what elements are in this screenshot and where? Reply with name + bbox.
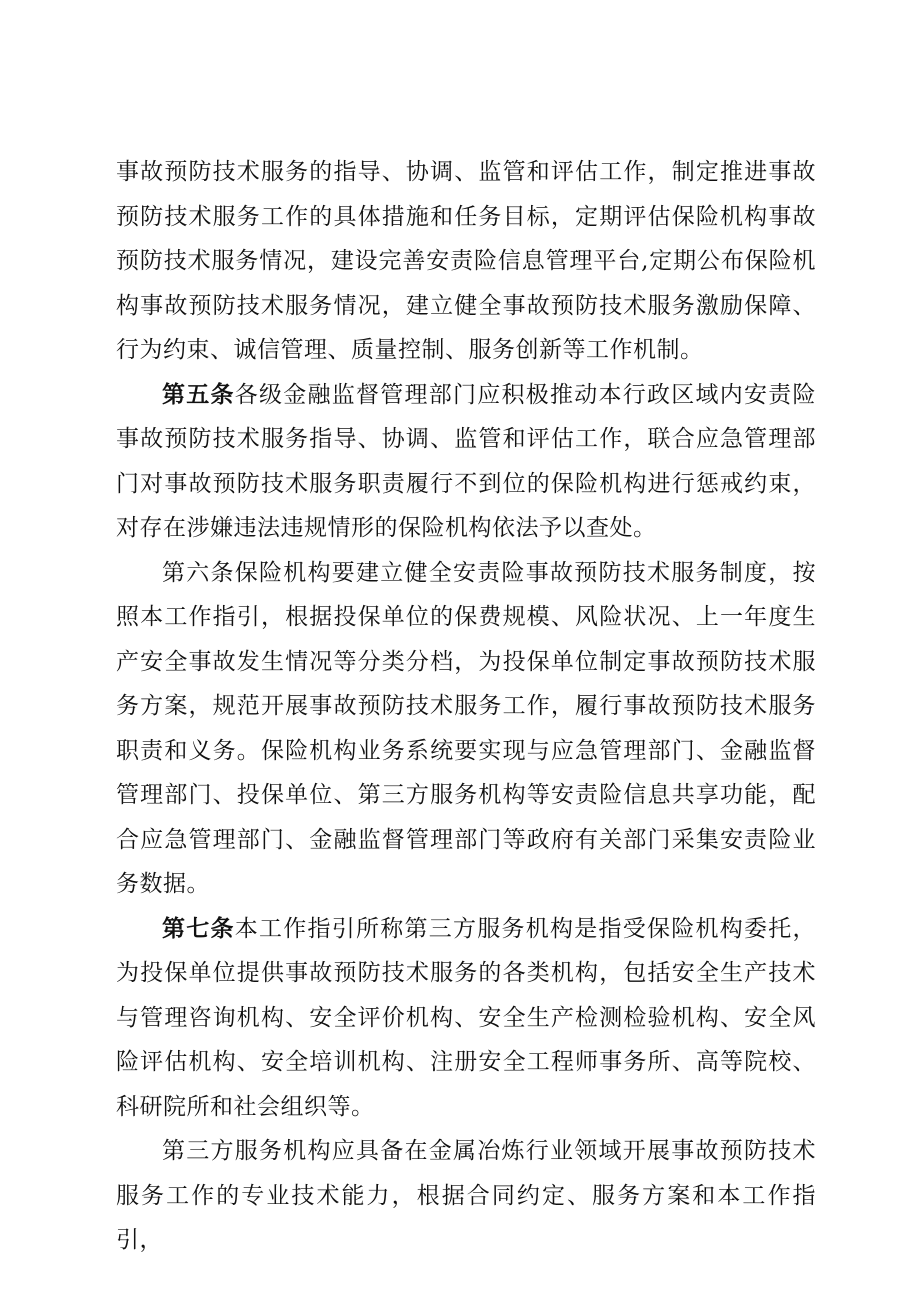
paragraph-text: 事故预防技术服务的指导、协调、监管和评估工作，制定推进事故预防技术服务工作的具体措施和任务目标，定期评估保险机构事故预防技术服务情况，建设完善安责险信息管理平台,定期公布保险机构事故预防技术服务情况，建立健全事故预防技术服务激励保障、行为约束、诚信管理、质量控制、服务创新等工作机制。 — [116, 159, 816, 363]
article-heading: 第五条 — [162, 380, 235, 408]
paragraph-continuation — [116, 150, 816, 373]
document-body — [116, 150, 816, 1263]
paragraph-text: 第三方服务机构应具备在金属冶炼行业领域开展事故预防技术服务工作的专业技术能力，根据合同约定、服务方案和本工作指引， — [116, 1138, 816, 1253]
paragraph-third-party — [116, 1129, 816, 1263]
paragraph-text: 各级金融监督管理部门应积极推动本行政区域内安责险事故预防技术服务指导、协调、监管和评估工作，联合应急管理部门对事故预防技术服务职责履行不到位的保险机构进行惩戒约束，对存在涉嫌违法违规情形的保险机构依法予以查处。 — [116, 381, 816, 541]
paragraph-article-6 — [116, 551, 816, 907]
paragraph-text: 本工作指引所称第三方服务机构是指受保险机构委托，为投保单位提供事故预防技术服务的各类机构，包括安全生产技术与管理咨询机构、安全评价机构、安全生产检测检验机构、安全风险评估机构、安全培训机构、注册安全工程师事务所、高等院校、科研院所和社会组织等。 — [116, 915, 816, 1120]
article-heading: 第七条 — [162, 914, 235, 942]
paragraph-article-7 — [116, 907, 816, 1130]
paragraph-article-5 — [116, 373, 816, 551]
paragraph-text: 第六条保险机构要建立健全安责险事故预防技术服务制度，按照本工作指引，根据投保单位的保费规模、风险状况、上一年度生产安全事故发生情况等分类分档，为投保单位制定事故预防技术服务方案，规范开展事故预防技术服务工作，履行事故预防技术服务职责和义务。保险机构业务系统要实现与应急管理部门、金融监督管理部门、投保单位、第三方服务机构等安责险信息共享功能，配合应急管理部门、金融监督管理部门等政府有关部门采集安责险业务数据。 — [116, 559, 816, 897]
